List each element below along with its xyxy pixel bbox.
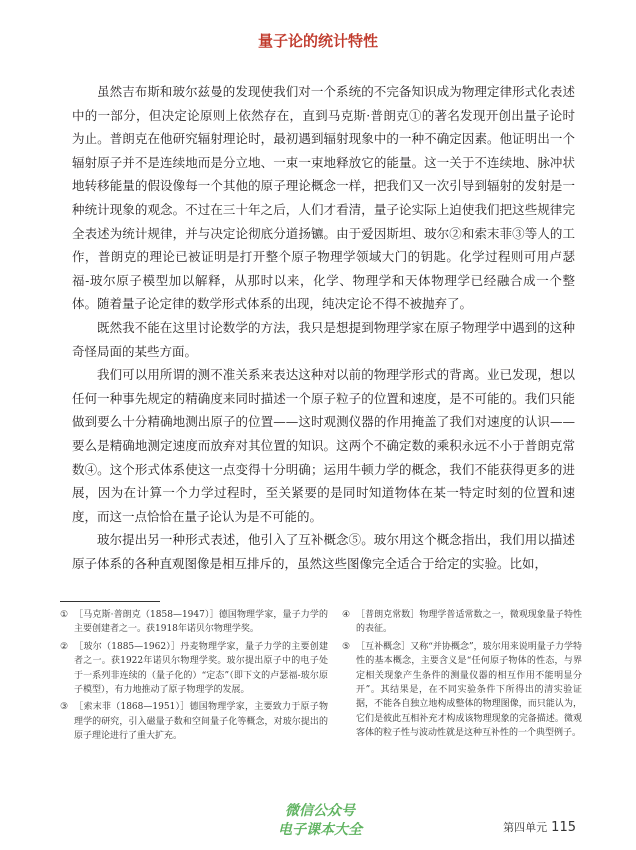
footnote-text: ［玻尔（1885—1962）］丹麦物理学家，量子力学的主要创建者之一。获1922年诺贝尔物理学奖。玻尔提出原子中的电子处于一系列非连续的（量子化的）“定态”（即下文的卢瑟福-玻尔原子模型），有力地推动了原子物理学的发展。: [74, 641, 328, 696]
footnote: [60, 640, 328, 698]
paragraph: 玻尔提出另一种形式表述，他引入了互补概念⑤。玻尔用这个概念指出，我们用以描述原子体系的各种直观图像是相互排斥的，虽然这些图像完全适合于给定的实验。比如，: [72, 532, 575, 571]
main-text: [72, 80, 575, 575]
footnote-separator: [60, 601, 160, 602]
footnote-text: ［普朗克常数］物理学普适常数之一，微观现象量子特性的表征。: [356, 610, 582, 635]
footnote: [60, 608, 328, 637]
footnote-text: ［互补概念］又称“并协概念”，玻尔用来说明量子力学特性的基本概念，主要含义是“任何原子物体的性态，与界定相关现象产生条件的测量仪器的相互作用不能明显分开”。其结果是，在不同实验条件下所得出的清实验证据，不能各自独立地构成整体的物理图像，而只能认为，它们是彼此互相补充才构成该物理现象的完备描述。微观客体的粒子性与波动性就是这种互补性的一个典型例子。: [356, 641, 582, 739]
footnote: [342, 640, 582, 741]
page-number: 115: [551, 820, 576, 835]
footnote: [60, 700, 328, 743]
watermark-line: 微信公众号: [285, 803, 355, 819]
page-title: 量子论的统计特性: [257, 32, 378, 50]
footnote-number: ⑤: [342, 641, 351, 652]
footnote: [342, 608, 582, 637]
watermark: [245, 802, 395, 840]
paragraph: 我们可以用所谓的测不准关系来表达这种对以前的物理学形式的背离。业已发现，想以任何一种事先规定的精确度来同时描述一个原子粒子的位置和速度，是不可能的。我们只能做到要么十分精确地测出原子的位置——这时观测仪器的作用掩盖了我们对速度的认识——要么是精确地测定速度而放弃对其位置的知识。这两个不确定数的乘积永远不小于普朗克常数④。这个形式体系使这一点变得十分明确；运用牛顿力学的概念，我们不能获得更多的进展，因为在计算一个力学过程时，至关紧要的是同时知道物体在某一特定时刻的位置和速度，而这一点恰恰在量子论认为是不可能的。: [72, 367, 575, 524]
footnote-text: ［马克斯·普朗克（1858—1947）］德国物理学家，量子力学的主要创建者之一。获1918年诺贝尔物理学奖。: [74, 610, 328, 635]
footnote-text: ［索末菲（1868—1951）］德国物理学家，主要致力于原子物理学的研究，引入磁量子数和空间量子化等概念，对玻尔提出的原子理论进行了重大扩充。: [74, 702, 328, 742]
footnote-number: ③: [60, 702, 69, 713]
footnotes-left-column: [60, 608, 328, 747]
page-footer: [503, 819, 576, 835]
footnote-number: ①: [60, 610, 69, 620]
watermark-line: 电子课本大全: [278, 822, 362, 838]
unit-label: 第四单元: [503, 821, 548, 834]
footnote-number: ④: [342, 610, 351, 620]
paragraph: 既然我不能在这里讨论数学的方法，我只是想提到物理学家在原子物理学中遇到的这种奇怪局面的某些方面。: [72, 319, 575, 359]
footnotes-right-column: [342, 608, 582, 744]
paragraph: 虽然吉布斯和玻尔兹曼的发现使我们对一个系统的不完备知识成为物理定律形式化表述中的一部分，但决定论原则上依然存在，直到马克斯·普朗克①的著名发现开创出量子论时为止。普朗克在他研究辐射理论时，最初遇到辐射现象中的一种不确定因素。他证明出一个辐射原子并不是连续地而是分立地、一束一束地释放它的能量。这一关于不连续地、脉冲状地转移能量的假设像每一个其他的原子理论概念一样，把我们又一次引导到辐射的发射是一种统计现象的观念。不过在三十年之后，人们才看清，量子论实际上迫使我们把这些规律完全表述为统计规律，并与决定论彻底分道扬镳。由于爱因斯坦、玻尔②和索末菲③等人的工作，普朗克的理论已被证明是打开整个原子物理学领域大门的钥匙。化学过程则可用卢瑟福-玻尔原子模型加以解释，从那时以来，化学、物理学和天体物理学已经融合成一个整体。随着量子论定律的数学形式体系的出现，纯决定论不得不被抛弃了。: [72, 84, 575, 312]
footnote-number: ②: [60, 641, 69, 652]
